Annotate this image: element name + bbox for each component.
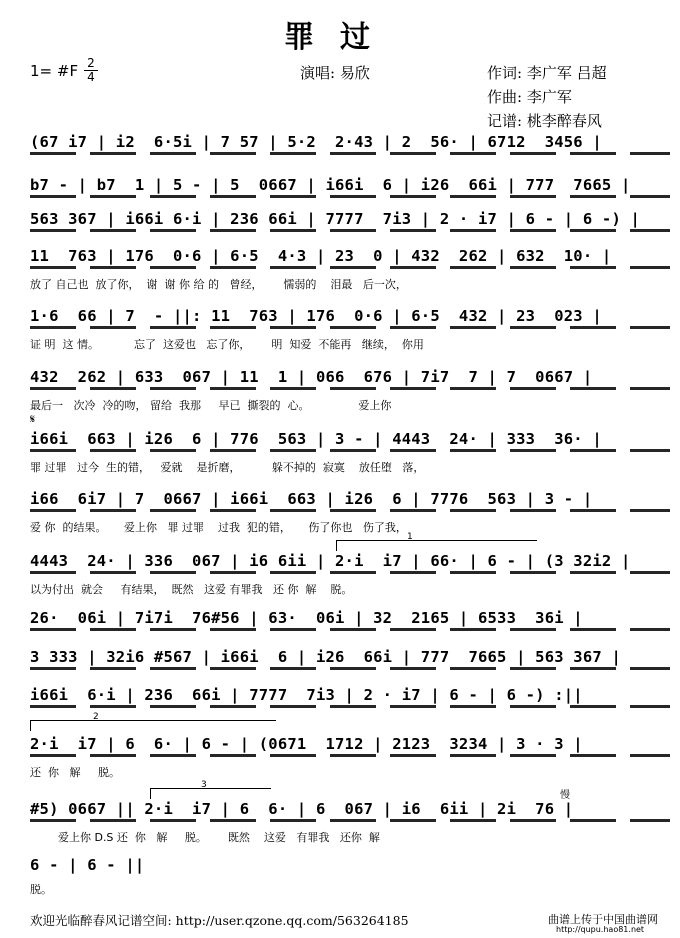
score-title: 罪过: [284, 20, 396, 55]
beam-underline: [30, 152, 670, 155]
notation-line: 1·6 66 | 7 - ||: 11 763 | 176 0·6 | 6·5 432 | 23 023 |: [30, 307, 602, 325]
time-signature: [84, 58, 98, 83]
notation-line: 11 763 | 176 0·6 | 6·5 4·3 | 23 0 | 432 262 | 632 10· |: [30, 247, 612, 265]
notation-line: 563 367 | i66i 6·i | 236 66i | 7777 7i3 | 2 · i7 | 6 - | 6 -) |: [30, 210, 641, 228]
beam-underline: [30, 819, 670, 822]
notation-line: 2·i i7 | 6 6· | 6 - | (0671 1712 | 2123 3234 | 3 · 3 |: [30, 735, 583, 753]
volta-second-label: 2: [93, 712, 99, 722]
beam-underline: [30, 266, 670, 269]
lyric-line: 最后一 次冷 冷的吻， 留给 我那 早已 撕裂的 心。 爱上你: [30, 399, 392, 412]
beam-underline: [30, 754, 670, 757]
beam-underline: [30, 326, 670, 329]
lyric-line: 还 你 解 脱。: [30, 766, 120, 779]
notation-line: 6 - | 6 - ||: [30, 856, 145, 874]
lyric-line: 脱。: [30, 883, 52, 896]
lyric-line: 爱 你 的结果。 爱上你 罪 过罪 过我 犯的错， 伤了你也 伤了我，: [30, 521, 407, 534]
site-credit: 曲谱上传于中国曲谱网: [548, 913, 658, 926]
notation-line: i66i 6·i | 236 66i | 7777 7i3 | 2 · i7 | 6 - | 6 -) :||: [30, 686, 583, 704]
lyricist-credit: 作词: 李广军 吕超: [487, 64, 607, 82]
volta-second: [30, 712, 276, 731]
notation-line: 26· 06i | 7i7i 76#56 | 63· 06i | 32 2165 | 6533 36i |: [30, 609, 583, 627]
time-top: 2: [87, 56, 95, 70]
notation-line: i66 6i7 | 7 0667 | i66i 663 | i26 6 | 7776 563 | 3 - |: [30, 490, 593, 508]
notation-line: #5) 0667 || 2·i i7 | 6 6· | 6 067 | i6 6ii | 2i 76 |: [30, 800, 574, 818]
beam-underline: [30, 705, 670, 708]
beam-underline: [30, 195, 670, 198]
singer-credit: 演唱: 易欣: [300, 64, 370, 82]
key-signature: 1= #F: [30, 62, 79, 80]
beam-underline: [30, 628, 670, 631]
composer-credit: 作曲: 李广军: [487, 88, 572, 106]
footer-text: 欢迎光临醉春风记谱空间: http://user.qzone.qq.com/563264185: [30, 913, 409, 928]
notation-line: 4443 24· | 336 067 | i6 6ii | 2·i i7 | 66· | 6 - | (3 32i2 |: [30, 552, 631, 570]
lyric-line: 放了 自己也 放了你， 谢 谢 你 给 的 曾经， 懦弱的 泪最 后一次，: [30, 278, 407, 291]
segno-mark: 𝄋: [30, 412, 36, 426]
volta-third: [150, 780, 271, 799]
site-credit-url: http://qupu.hao81.net: [556, 925, 645, 934]
volta-third-label: 3: [201, 780, 207, 790]
volta-first-label: 1: [407, 532, 413, 542]
lyric-line: 以为付出 就会 有结果， 既然 这爱 有罪我 还 你 解 脱。: [30, 583, 353, 596]
beam-underline: [30, 509, 670, 512]
notation-line: b7 - | b7 1 | 5 - | 5 0667 | i66i 6 | i26 66i | 777 7665 |: [30, 176, 631, 194]
volta-first: [336, 532, 537, 551]
time-bottom: 4: [87, 70, 95, 84]
beam-underline: [30, 449, 670, 452]
notation-line: (67 i7 | i2 6·5i | 7 57 | 5·2 2·43 | 2 56· | 6712 3456 |: [30, 133, 602, 151]
notation-line: i66i 663 | i26 6 | 776 563 | 3 - | 4443 24· | 333 36· |: [30, 430, 602, 448]
notation-line: 432 262 | 633 067 | 11 1 | 066 676 | 7i7 7 | 7 0667 |: [30, 368, 593, 386]
lyric-line: 爱上你 D.S 还 你 解 脱。 既然 这爱 有罪我 还你 解: [30, 831, 380, 844]
tempo-mark-slow: 慢: [560, 790, 570, 801]
lyric-line: 罪 过罪 过今 生的错， 爱就 是折磨， 躲不掉的 寂寞 放任堕 落，: [30, 461, 425, 474]
beam-underline: [30, 229, 670, 232]
notation-line: 3 333 | 32i6 #567 | i66i 6 | i26 66i | 777 7665 | 563 367 |: [30, 648, 621, 666]
beam-underline: [30, 667, 670, 670]
lyric-line: 证 明 这 情。 忘了 这爱也 忘了你， 明 知爱 不能再 继续， 你用: [30, 338, 424, 351]
beam-underline: [30, 387, 670, 390]
beam-underline: [30, 571, 670, 574]
transcriber-credit: 记谱: 桃李醉春风: [487, 112, 602, 130]
